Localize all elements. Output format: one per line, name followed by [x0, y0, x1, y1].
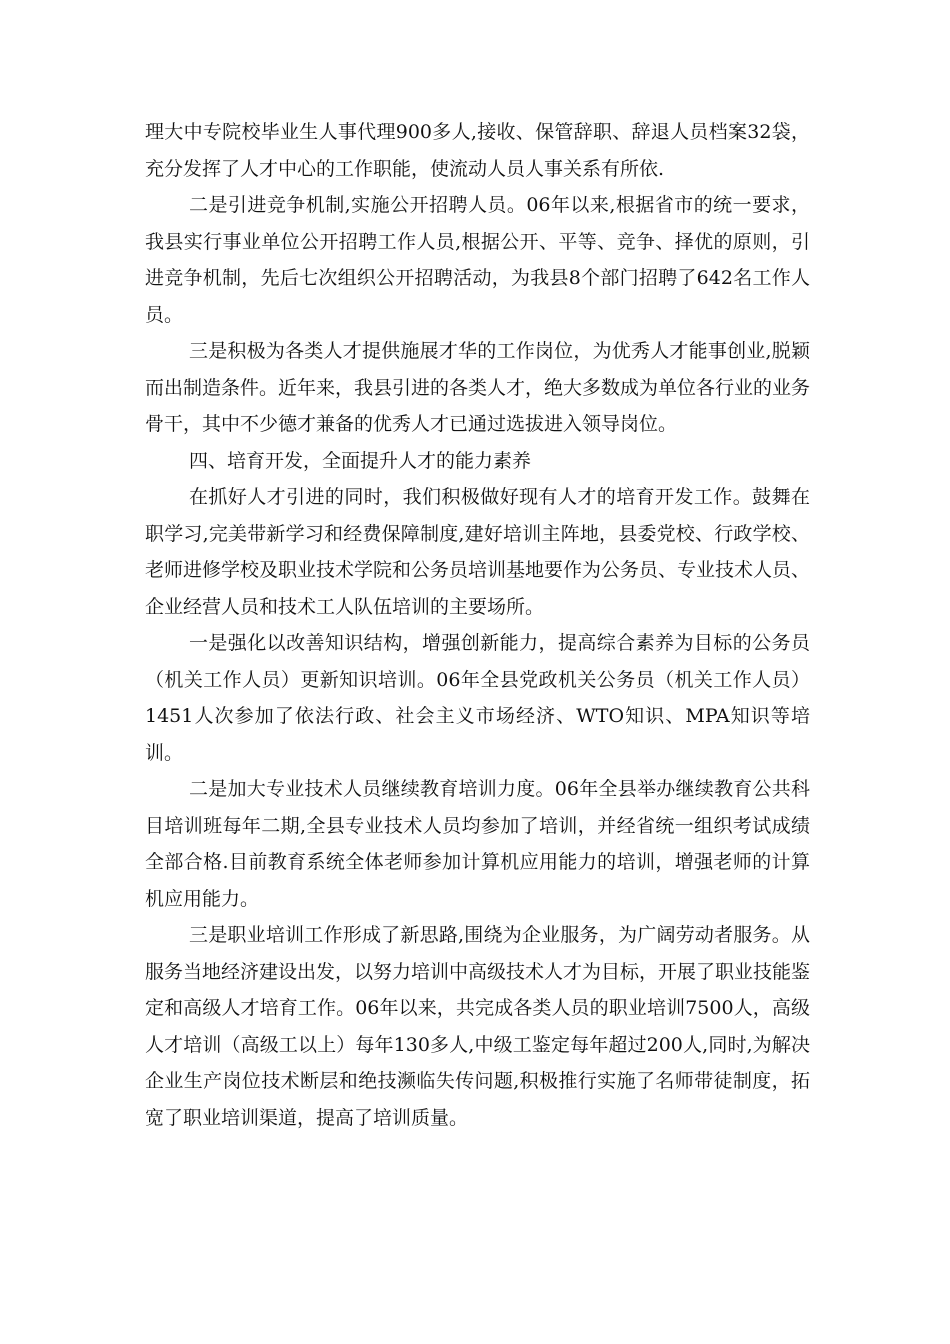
- section-heading: 四、培育开发，全面提升人才的能力素养: [189, 449, 532, 472]
- paragraph-3: 三是积极为各类人才提供施展才华的工作岗位，为优秀人才能事创业,脱颖而出制造条件。近年来，我县引进的各类人才，绝大多数成为单位各行业的业务骨干，其中不少德才兼备的优秀人才已通过选拔进入领导岗位。: [145, 340, 811, 435]
- paragraph-8: 三是职业培训工作形成了新思路,围绕为企业服务，为广阔劳动者服务。从服务当地经济建设出发，以努力培训中高级技术人才为目标，开展了职业技能鉴定和高级人才培育工作。06年以来，共完成各类人员的职业培训7500人，高级人才培训（高级工以上）每年130多人,中级工鉴定每年超过200人,同时,为解决企业生产岗位技术断层和绝技濒临失传问题,积极推行实施了名师带徒制度，拓宽了职业培训渠道，提高了培训质量。: [145, 924, 811, 1129]
- paragraph-2: 二是引进竞争机制,实施公开招聘人员。06年以来,根据省市的统一要求，我县实行事业单位公开招聘工作人员,根据公开、平等、竞争、择优的原则，引进竞争机制，先后七次组织公开招聘活动，为我县8个部门招聘了642名工作人员。: [145, 194, 810, 326]
- paragraph-5: 在抓好人才引进的同时，我们积极做好现有人才的培育开发工作。鼓舞在职学习,完美带新学习和经费保障制度,建好培训主阵地，县委党校、行政学校、老师进修学校及职业技术学院和公务员培训基地要作为公务员、专业技术人员、企业经营人员和技术工人队伍培训的主要场所。: [145, 486, 811, 618]
- document-page: [145, 114, 810, 1136]
- paragraph-1: 理大中专院校毕业生人事代理900多人,接收、保管辞职、辞退人员档案32袋，充分发挥了人才中心的工作职能，使流动人员人事关系有所依.: [145, 121, 810, 180]
- paragraph-7: 二是加大专业技术人员继续教育培训力度。06年全县举办继续教育公共科目培训班每年二期,全县专业技术人员均参加了培训，并经省统一组织考试成绩全部合格.目前教育系统全体老师参加计算机应用能力的培训，增强老师的计算机应用能力。: [145, 778, 810, 910]
- paragraph-6: 一是强化以改善知识结构，增强创新能力，提高综合素养为目标的公务员（机关工作人员）更新知识培训。06年全县党政机关公务员（机关工作人员）1451人次参加了依法行政、社会主义市场经济、WTO知识、MPA知识等培训。: [145, 632, 810, 764]
